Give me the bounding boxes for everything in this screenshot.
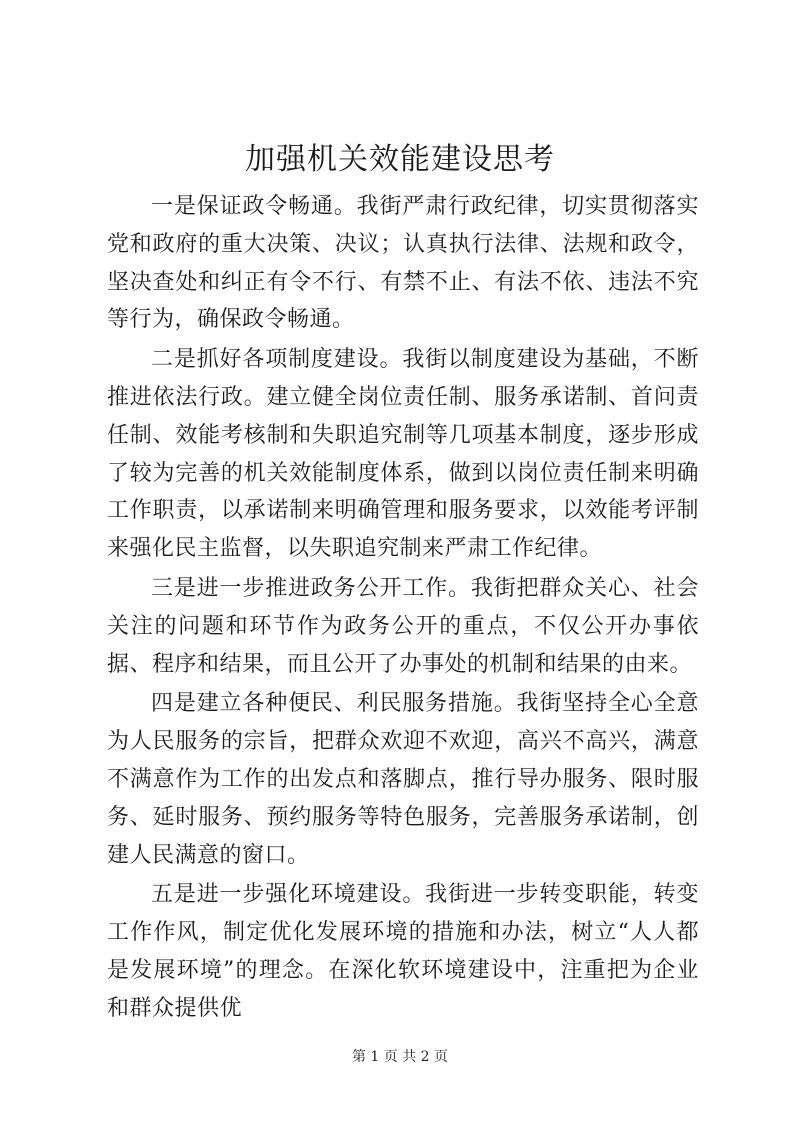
document-body — [107, 188, 699, 1030]
paragraph-4: 四是建立各种便民、利民服务措施。我街坚持全心全意为人民服务的宗旨，把群众欢迎不欢迎，高兴不高兴，满意不满意作为工作的出发点和落脚点，推行导办服务、限时服务、延时服务、预约服务等特色服务，完善服务承诺制，创建人民满意的窗口。 — [107, 691, 699, 868]
paragraph-2: 二是抓好各项制度建设。我街以制度建设为基础，不断推进依法行政。建立健全岗位责任制、服务承诺制、首问责任制、效能考核制和失职追究制等几项基本制度，逐步形成了较为完善的机关效能制度体系，做到以岗位责任制来明确工作职责，以承诺制来明确管理和服务要求，以效能考评制来强化民主监督，以失职追究制来严肃工作纪律。 — [107, 347, 699, 562]
page-number-footer: 第 1 页 共 2 页 — [351, 1049, 449, 1065]
paragraph-1: 一是保证政令畅通。我街严肃行政纪律，切实贯彻落实党和政府的重大决策、决议；认真执行法律、法规和政令，坚决查处和纠正有令不行、有禁不止、有法不依、违法不究等行为，确保政令畅通。 — [107, 194, 699, 333]
paragraph-3: 三是进一步推进政务公开工作。我街把群众关心、社会关注的问题和环节作为政务公开的重点，不仅公开办事依据、程序和结果，而且公开了办事处的机制和结果的由来。 — [107, 575, 699, 677]
document-title: 加强机关效能建设思考 — [245, 142, 555, 177]
paragraph-5: 五是进一步强化环境建设。我街进一步转变职能，转变工作作风，制定优化发展环境的措施和办法，树立“人人都是发展环境”的理念。在深化软环境建设中，注重把为企业和群众提供优 — [107, 882, 699, 1021]
